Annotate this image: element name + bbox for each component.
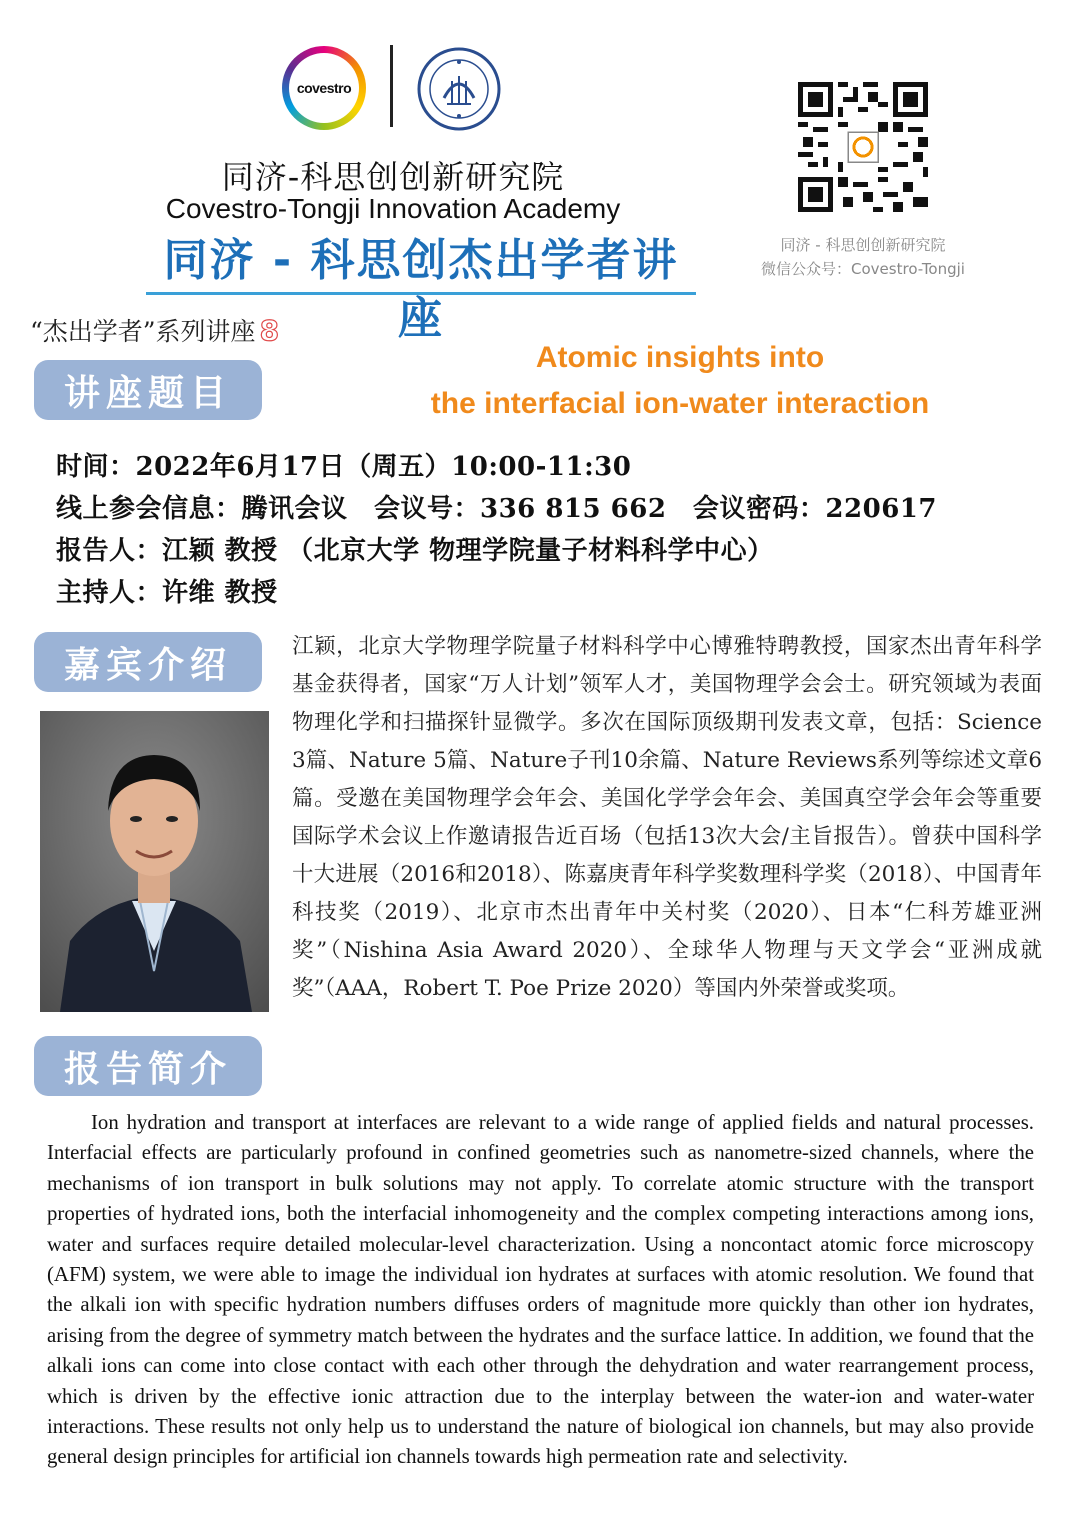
info-host: 主持人：许维 教授	[56, 578, 278, 608]
covestro-logo-text: covestro	[289, 53, 359, 123]
logo-divider	[390, 45, 393, 127]
speaker-bio: 江颖，北京大学物理学院量子材料科学中心博雅特聘教授，国家杰出青年科学基金获得者，国家“万人计划”领军人才，美国物理学会会士。研究领域为表面物理化学和扫描探针显微学。多次在国际顶级期刊发表文章，包括：Science 3篇、Nature 5篇、Nature子刊10余篇、Nature Reviews系列等综述文章6篇。受邀在美国物理学会年会、美国化学学会年会、美国真空学会年会等重要国际学术会议上作邀请报告近百场（包括13次大会/主旨报告）。曾获中国科学十大进展（2016和2018）、陈嘉庚青年科学奖数理科学奖（2018）、中国青年科技奖（2019）、北京市杰出青年中关村奖（2020）、日本“仁科芳雄亚洲奖”（Nishina Asia Award 2020）、全球华人物理与天文学会“亚洲成就奖”（AAA，Robert T. Poe Prize 2020）等国内外荣誉或奖项。	[292, 634, 1042, 1001]
qr-caption-wechat: 微信公众号：Covestro-Tongji	[761, 260, 965, 278]
series-label: “杰出学者”系列讲座	[30, 317, 256, 346]
talk-abstract: Ion hydration and transport at interfaces are relevant to a wide range of applied fields and natural processes. Interfacial effects are particularly profound in confined geometries such as nanometre-sized channels, where the mechanisms of ion transport in bulk solutions may not apply. To correlate atomic structure with the transport properties of hydrated ions, both the interfacial inhomogeneity and the complex competing interactions among ions, water and surfaces require detailed molecular-level characterization. Using a noncontact atomic force microscopy (AFM) system, we were able to image the individual ion hydrates at surfaces with atomic resolution. We found that the alkali ion with specific hydration numbers diffuses orders of magnitude more quickly than other ion hydrates, arising from the degree of symmetry match between the hydrates and the surface lattice. In addition, we found that the alkali ions can come into close contact with each other through the dehydration and water rearrangement process, which is driven by the effective ionic attraction due to the interplay between the water-ion and water-water interactions. These results not only help us to understand the nature of biological ion channels, but may also provide general design principles for artificial ion channels towards high permeation rate and selectivity.	[47, 1111, 1034, 1469]
covestro-logo-icon	[282, 46, 366, 130]
info-time: 时间：2022年6月17日（周五）10:00-11:30	[56, 452, 632, 482]
qr-caption-academy: 同济 - 科思创创新研究院	[780, 236, 946, 254]
tongji-university-seal-icon	[416, 46, 502, 132]
lecture-series-title: 同济 - 科思创杰出学者讲座	[146, 232, 696, 295]
academy-name-cn: 同济-科思创创新研究院	[221, 158, 565, 196]
speaker-portrait-icon	[40, 711, 269, 1012]
speaker-photo	[40, 711, 269, 1012]
talk-summary-label: 报告简介	[34, 1036, 262, 1096]
info-online: 线上参会信息：腾讯会议 会议号：336 815 662 会议密码：220617	[56, 494, 937, 524]
series-subtitle	[30, 312, 279, 348]
info-speaker: 报告人：江颖 教授 （北京大学 物理学院量子材料科学中心）	[56, 536, 774, 566]
guest-intro-label: 嘉宾介绍	[34, 632, 262, 692]
series-number: 8	[259, 314, 280, 347]
lecture-title-label: 讲座题目	[34, 360, 262, 420]
talk-title-line-1: Atomic insights into	[535, 341, 825, 374]
talk-title	[380, 335, 980, 427]
academy-name-en: Covestro-Tongji Innovation Academy	[165, 193, 621, 224]
talk-title-line-2: the interfacial ion-water interaction	[430, 387, 930, 420]
wechat-qr-code-icon	[798, 82, 928, 212]
